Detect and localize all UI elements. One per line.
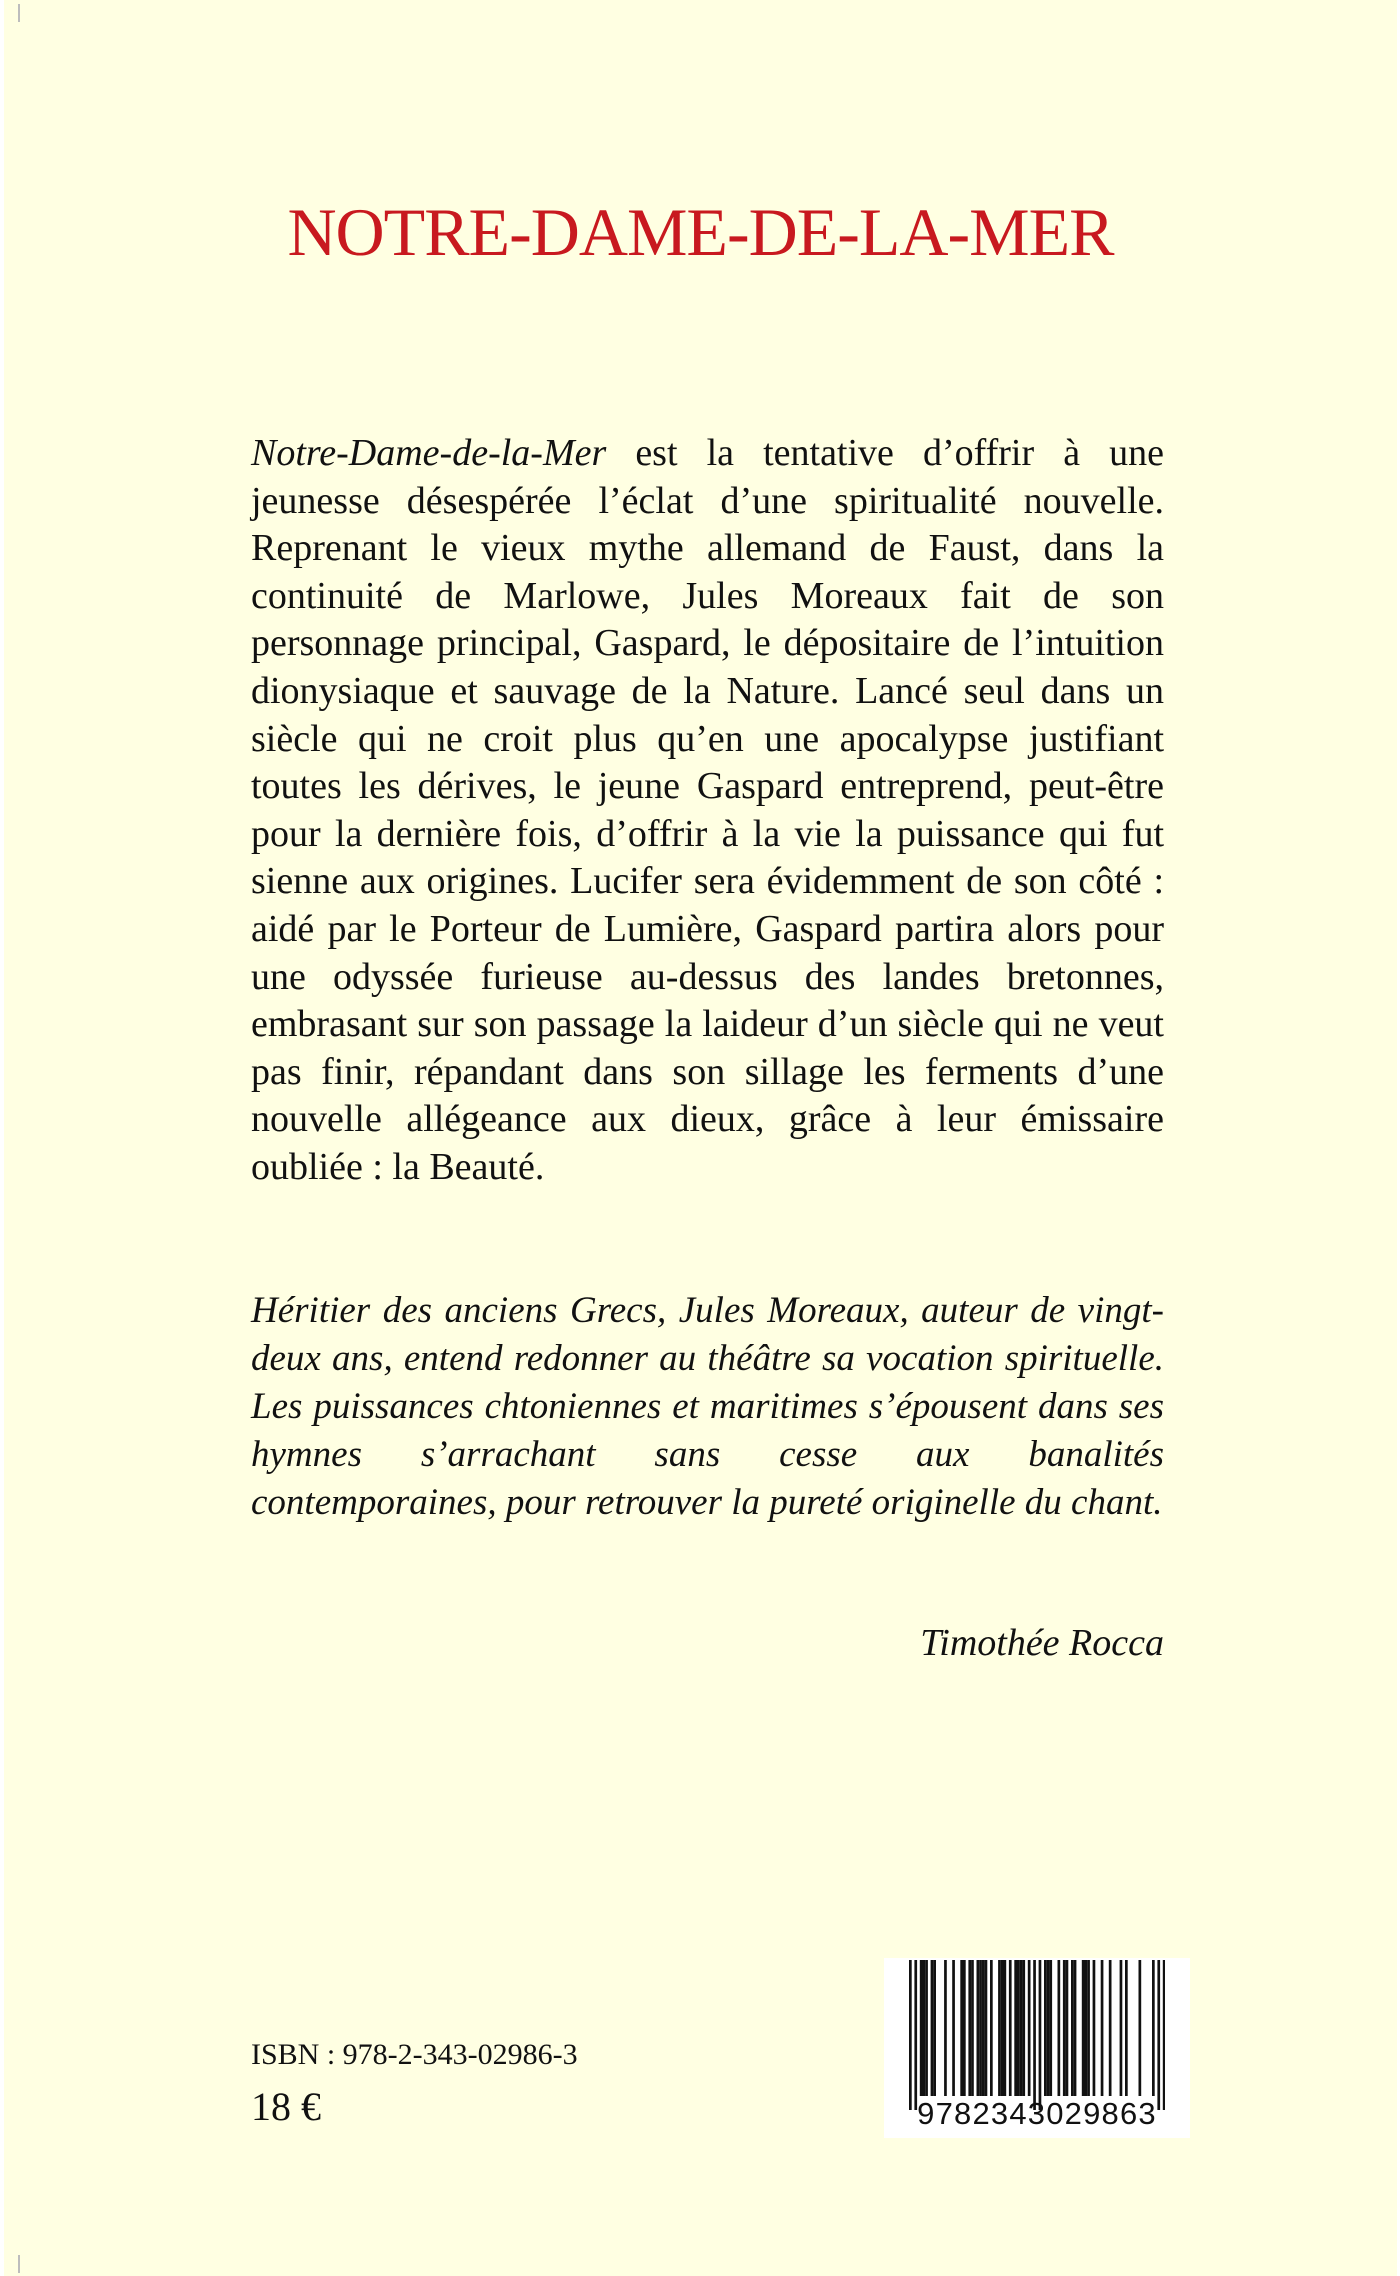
barcode-bar bbox=[1125, 1960, 1128, 2096]
isbn-label: ISBN : 978-2-343-02986-3 bbox=[251, 2038, 578, 2071]
barcode-bar bbox=[914, 1960, 917, 2110]
barcode-bar bbox=[1058, 1960, 1061, 2096]
barcode-bar bbox=[1163, 1960, 1165, 2110]
barcode-bar bbox=[971, 1960, 974, 2096]
barcode-bar bbox=[1017, 1960, 1020, 2096]
back-cover bbox=[4, 0, 1397, 2276]
barcode-bar bbox=[985, 1960, 988, 2096]
barcode-bar bbox=[1082, 1960, 1085, 2096]
barcode-bar bbox=[1044, 1960, 1047, 2096]
barcode-bar bbox=[1085, 1960, 1088, 2096]
barcode-bar bbox=[925, 1960, 928, 2096]
barcode-bar bbox=[1152, 1960, 1155, 2096]
barcode-bar bbox=[1120, 1960, 1123, 2096]
barcode-bar bbox=[1074, 1960, 1077, 2096]
barcode-bar bbox=[1101, 1960, 1104, 2096]
barcode-bar bbox=[963, 1960, 966, 2096]
barcode-bar bbox=[979, 1960, 982, 2096]
barcode-bar bbox=[1039, 1960, 1042, 2110]
barcode-bar bbox=[1028, 1960, 1031, 2096]
barcode-bar bbox=[960, 1960, 963, 2096]
barcode-digits: 9782343029863 bbox=[917, 2096, 1157, 2131]
crop-mark-top-left bbox=[18, 4, 20, 22]
barcode-bar bbox=[1071, 1960, 1074, 2096]
barcode-bar bbox=[1066, 1960, 1069, 2096]
book-title: NOTRE-DAME-DE-LA-MER bbox=[287, 194, 1114, 270]
book-summary bbox=[251, 430, 1164, 1192]
barcode-bar bbox=[1049, 1960, 1052, 2096]
barcode-bar bbox=[998, 1960, 1001, 2096]
barcode-bar bbox=[977, 1960, 980, 2096]
barcode-bar bbox=[920, 1960, 923, 2096]
price-label: 18 € bbox=[251, 2084, 321, 2129]
barcode-bar bbox=[1093, 1960, 1096, 2096]
barcode-bar bbox=[1004, 1960, 1007, 2096]
barcode-bar bbox=[944, 1960, 947, 2096]
barcode-bar bbox=[1014, 1960, 1017, 2096]
barcode-bar bbox=[933, 1960, 936, 2096]
barcode-bar bbox=[968, 1960, 971, 2096]
barcode-bar bbox=[1020, 1960, 1023, 2096]
barcode-bar bbox=[1047, 1960, 1050, 2096]
barcode-bar bbox=[1087, 1960, 1090, 2096]
barcode-bar bbox=[931, 1960, 934, 2096]
barcode-bar bbox=[990, 1960, 993, 2096]
author-bio: Héritier des anciens Grecs, Jules Moreaux, auteur de vingt-deux ans, entend redonner au théâtre sa vocation spirituelle. Les puissances chtoniennes et maritimes s’épousent dans ses hymnes s’arrachant sans cesse aux banalités contemporaines, pour retrouver la pureté originelle du chant. bbox=[251, 1290, 1164, 1523]
barcode bbox=[884, 1958, 1190, 2138]
barcode-bar bbox=[1157, 1960, 1160, 2110]
signature: Timothée Rocca bbox=[920, 1622, 1164, 1664]
barcode-bar bbox=[923, 1960, 926, 2096]
barcode-bar bbox=[1033, 1960, 1036, 2110]
barcode-bar bbox=[909, 1960, 912, 2110]
summary-italic-title: Notre-Dame-de-la-Mer bbox=[251, 432, 607, 474]
barcode-bar bbox=[952, 1960, 955, 2096]
barcode-bar bbox=[1063, 1960, 1066, 2096]
barcode-bar bbox=[1001, 1960, 1004, 2096]
barcode-bar bbox=[1139, 1960, 1142, 2096]
barcode-bar bbox=[1022, 1960, 1025, 2096]
crop-mark-bottom-left bbox=[18, 2255, 20, 2273]
barcode-bar bbox=[1109, 1960, 1112, 2096]
barcode-bar bbox=[982, 1960, 985, 2096]
barcode-bar bbox=[1009, 1960, 1012, 2096]
barcode-bars bbox=[909, 1960, 1165, 2110]
summary-text: est la tentative d’offrir à une jeunesse désespérée l’éclat d’une spiritualité nouvelle. Reprenant le vieux mythe allemand de Faust, dans la continuité de Marlowe, Jules Moreaux fait de son personnage principal, Gaspard, le dépositaire de l’intuition dionysiaque et sauvage de la Nature. Lancé seul dans un siècle qui ne croit plus qu’en une apocalypse justifiant toutes les dérives, le jeune Gaspard entreprend, peut-être pour la dernière fois, d’offrir à la vie la puissance qui fut sienne aux origines. Lucifer sera évidemment de son côté : aidé par le Porteur de Lumière, Gaspard partira alors pour une odyssée furieuse au-dessus des landes bretonnes, embrasant sur son passage la laideur d’un siècle qui ne veut pas finir, répandant dans son sillage les ferments d’une nouvelle allégeance aux dieux, grâce à leur émissaire oubliée : la Beauté. bbox=[251, 432, 1164, 1188]
